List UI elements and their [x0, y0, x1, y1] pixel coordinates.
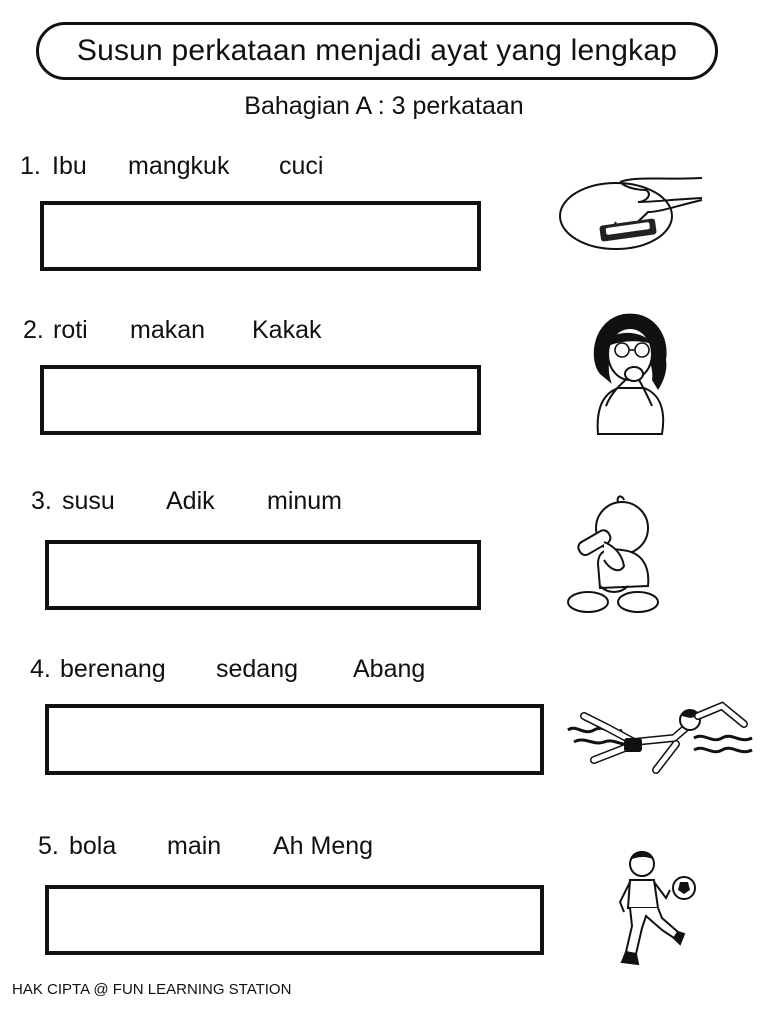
word: Abang	[353, 655, 426, 683]
word: makan	[130, 316, 206, 344]
word: roti	[53, 316, 88, 344]
word: Ibu	[52, 152, 87, 180]
answer-box-1[interactable]	[40, 201, 481, 271]
question-number: 4.	[30, 655, 51, 683]
word: minum	[267, 487, 343, 515]
girl-eating-bread-picture	[582, 310, 674, 438]
boy-swimming-picture	[564, 700, 758, 780]
word: mangkuk	[128, 152, 230, 180]
question-number: 1.	[20, 152, 41, 180]
copyright-footer: HAK CIPTA @ FUN LEARNING STATION	[12, 981, 292, 998]
section-subtitle: Bahagian A : 3 perkataan	[244, 92, 524, 120]
word: cuci	[279, 152, 324, 180]
word: sedang	[216, 655, 299, 683]
question-number: 2.	[23, 316, 44, 344]
worksheet-title	[36, 22, 718, 80]
answer-box-2[interactable]	[40, 365, 481, 435]
word: susu	[62, 487, 115, 515]
word: Ah Meng	[273, 832, 374, 860]
answer-box-3[interactable]	[45, 540, 481, 610]
word: bola	[69, 832, 117, 860]
question-number: 5.	[38, 832, 59, 860]
worksheet-title-text: Susun perkataan menjadi ayat yang lengkap	[76, 34, 678, 67]
washing-bowl-picture	[556, 172, 706, 254]
word: berenang	[60, 655, 166, 683]
answer-box-5[interactable]	[45, 885, 544, 955]
answer-box-4[interactable]	[45, 704, 544, 775]
word: main	[167, 832, 222, 860]
word: Adik	[166, 487, 215, 515]
boy-playing-ball-picture	[612, 846, 704, 970]
question-number: 3.	[31, 487, 52, 515]
word: Kakak	[252, 316, 322, 344]
baby-drinking-milk-picture	[564, 494, 664, 624]
